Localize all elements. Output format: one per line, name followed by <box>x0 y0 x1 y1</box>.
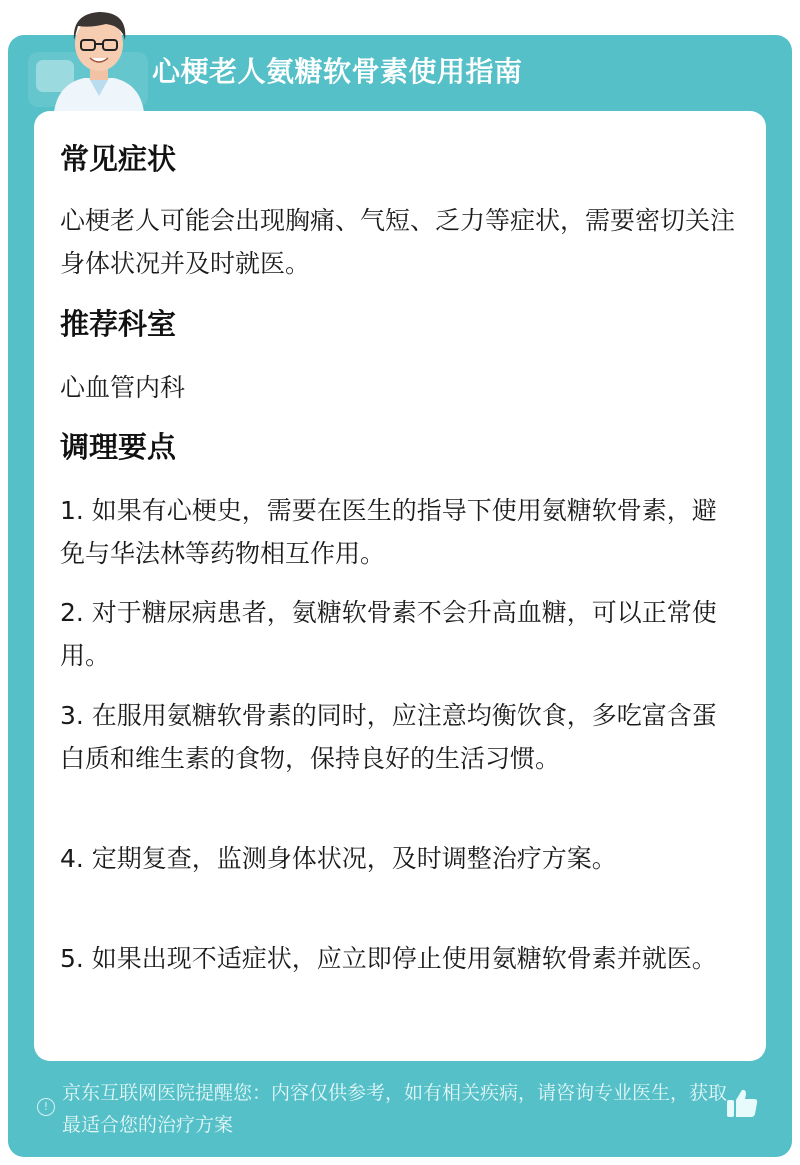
disclaimer-text: 京东互联网医院提醒您：内容仅供参考，如有相关疾病，请咨询专业医生，获取最适合您的治疗方案 <box>62 1082 728 1136</box>
department-text: 心血管内科 <box>60 373 186 402</box>
info-icon: ! <box>37 1098 55 1116</box>
tip-item-2: 2. 对于糖尿病患者，氨糖软骨素不会升高血糖，可以正常使用。 <box>60 598 717 670</box>
tip-item-1: 1. 如果有心梗史，需要在医生的指导下使用氨糖软骨素，避免与华法林等药物相互作用。 <box>60 496 717 568</box>
tips-heading: 调理要点 <box>60 430 177 464</box>
symptoms-heading: 常见症状 <box>60 142 177 176</box>
tip-item-5: 5. 如果出现不适症状，应立即停止使用氨糖软骨素并就医。 <box>60 944 717 973</box>
content-card <box>34 111 766 1061</box>
symptoms-text: 心梗老人可能会出现胸痛、气短、乏力等症状，需要密切关注身体状况并及时就医。 <box>60 206 736 278</box>
page-title: 心梗老人氨糖软骨素使用指南 <box>152 55 523 88</box>
doctor-avatar-icon <box>44 4 154 112</box>
department-heading: 推荐科室 <box>60 307 177 341</box>
tip-item-4: 4. 定期复查，监测身体状况，及时调整治疗方案。 <box>60 844 617 873</box>
thumbs-up-icon[interactable] <box>724 1085 760 1121</box>
tip-item-3: 3. 在服用氨糖软骨素的同时，应注意均衡饮食，多吃富含蛋白质和维生素的食物，保持良好的生活习惯。 <box>60 701 717 773</box>
